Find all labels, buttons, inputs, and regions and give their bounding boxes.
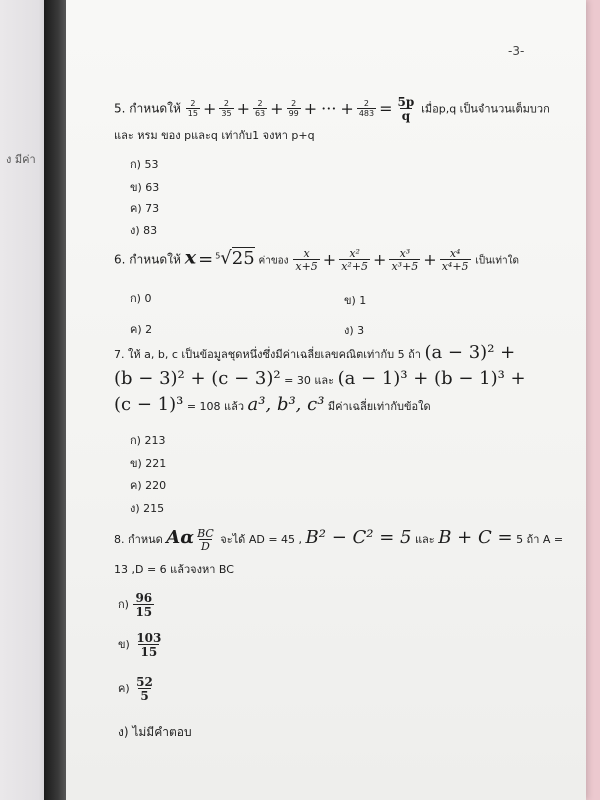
q6-option-4[interactable]: ง) 3 — [344, 324, 365, 337]
page-number: -3- — [508, 44, 525, 58]
question-7-line-2 — [114, 368, 526, 389]
q6-option-1[interactable]: ก) 0 — [130, 292, 152, 305]
question-7-line-3 — [114, 394, 431, 415]
q5-term-2: $\frac{2}{35}$ — [221, 99, 232, 118]
question-5-line-2: และ หรม ของ pและq เท่ากับ1 จงหา p+q — [114, 129, 315, 142]
left-page — [0, 0, 48, 800]
q8-prefix: 8. กำหนด — [114, 533, 163, 546]
q7-option-4[interactable]: ง) 215 — [130, 502, 165, 515]
q7-line2-math2: (a − 1)³ + (b − 1)³ + — [337, 368, 526, 389]
q6-middle: ค่าของ — [258, 255, 289, 267]
q7-line3-text2: มีค่าเฉลี่ยเท่ากับข้อใด — [327, 400, 431, 413]
q5-condition: เมื่อp,q เป็นจำนวนเต็มบวก — [421, 102, 550, 116]
q7-line1-math: (a − 3)² + — [424, 342, 516, 363]
q6-prefix: 6. กำหนดให้ — [114, 252, 181, 267]
left-page-fragment: ง มีค่า — [6, 153, 36, 166]
question-8-line-1 — [114, 528, 563, 552]
q5-term-last: $\frac{2}{483}$ — [358, 99, 375, 118]
q6-frac-1: $\frac{x}{x+5}$ — [295, 247, 318, 273]
q8-expr: Aα — [166, 527, 195, 548]
q8-option-1[interactable]: ก) $\frac{96}{15}$ — [118, 591, 153, 619]
q8-mid: จะได้ AD = 45 , — [220, 533, 303, 546]
q7-line1-text: 7. ให้ a, b, c เป็นข้อมูลชุดหนึ่งซึ่งมีค่าเฉลี่ยเลขคณิตเท่ากับ 5 ถ้า — [114, 348, 421, 361]
q8-option-4[interactable]: ง) ไม่มีคำตอบ — [118, 725, 192, 739]
q6-option-3[interactable]: ค) 2 — [130, 323, 153, 336]
q8-option-3[interactable]: ค) $\frac{52}{5}$ — [118, 675, 153, 703]
q8-and: และ — [414, 533, 435, 546]
q5-option-4[interactable]: ง) 83 — [130, 224, 158, 237]
q8-eq2: B + C = — [438, 527, 513, 548]
q7-option-1[interactable]: ก) 213 — [130, 434, 166, 447]
q5-dots: ··· — [321, 99, 337, 118]
q7-line2-math: (b − 3)² + (c − 3)² — [114, 368, 281, 389]
q6-suffix: เป็นเท่าใด — [475, 255, 519, 267]
q6-frac-2: $\frac{\text{x²}}{\text{x²+5}}$ — [341, 247, 369, 273]
q5-term-3: $\frac{2}{63}$ — [254, 99, 266, 118]
q6-var: x — [184, 246, 197, 269]
q6-radicand: 25 — [231, 247, 255, 269]
q5-prefix: 5. กำหนดให้ — [114, 101, 181, 116]
q6-frac-3: $\frac{\text{x³}}{\text{x³+5}}$ — [391, 247, 419, 273]
question-5-line-1: 5. กำหนดให้ $\frac{2}{15}$ + $\frac{2}{35}$ + $\frac{2}{63}$ + $\frac{2}{99}$ + ··· + $\frac{2}{483}$ = $\frac{5p}{q}$ เมื่อp,q เป็นจำนวนเต็มบวก — [114, 95, 550, 123]
q7-line3-text: = 108 แล้ว — [186, 400, 245, 413]
q7-line2-text: = 30 และ — [284, 374, 335, 387]
q6-root-index: 5 — [215, 251, 221, 261]
exam-page — [66, 0, 586, 800]
q5-term-1: $\frac{2}{15}$ — [187, 99, 198, 118]
q5-option-1[interactable]: ก) 53 — [130, 158, 159, 171]
q7-line3-math2: a³, b³, c³ — [247, 394, 325, 415]
question-6: 6. กำหนดให้ x = $^5$√25 ค่าของ $\frac{x}{x+5}$ + $\frac{\text{x²}}{\text{x²+5}}$ + $\frac{\text{x³}}{\text{x³+5}}$ + $\frac{\text{x⁴}}{\text{x⁴+5}}$ เป็นเท่าใด — [114, 246, 519, 273]
question-8-line-2: 13 ,D = 6 แล้วจงหา BC — [114, 563, 234, 576]
q5-option-3[interactable]: ค) 73 — [130, 202, 160, 215]
q5-option-2[interactable]: ข) 63 — [130, 181, 160, 194]
question-7-line-1 — [114, 342, 516, 363]
q8-option-2[interactable]: ข) $\frac{103}{15}$ — [118, 631, 162, 659]
q7-option-2[interactable]: ข) 221 — [130, 457, 167, 470]
q5-term-4: $\frac{2}{99}$ — [288, 99, 299, 118]
q8-eq1: B² − C² = 5 — [305, 527, 412, 548]
q6-option-2[interactable]: ข) 1 — [344, 294, 367, 307]
q8-frac: $\frac{BC}{D}$ — [197, 527, 214, 553]
q6-frac-4: $\frac{\text{x⁴}}{\text{x⁴+5}}$ — [441, 247, 469, 273]
q5-rhs: $\frac{5p}{q}$ — [397, 95, 415, 123]
q7-line3-math: (c − 1)³ — [114, 394, 184, 415]
q8-tail: 5 ถ้า A = — [516, 533, 564, 546]
q7-option-3[interactable]: ค) 220 — [130, 479, 167, 492]
